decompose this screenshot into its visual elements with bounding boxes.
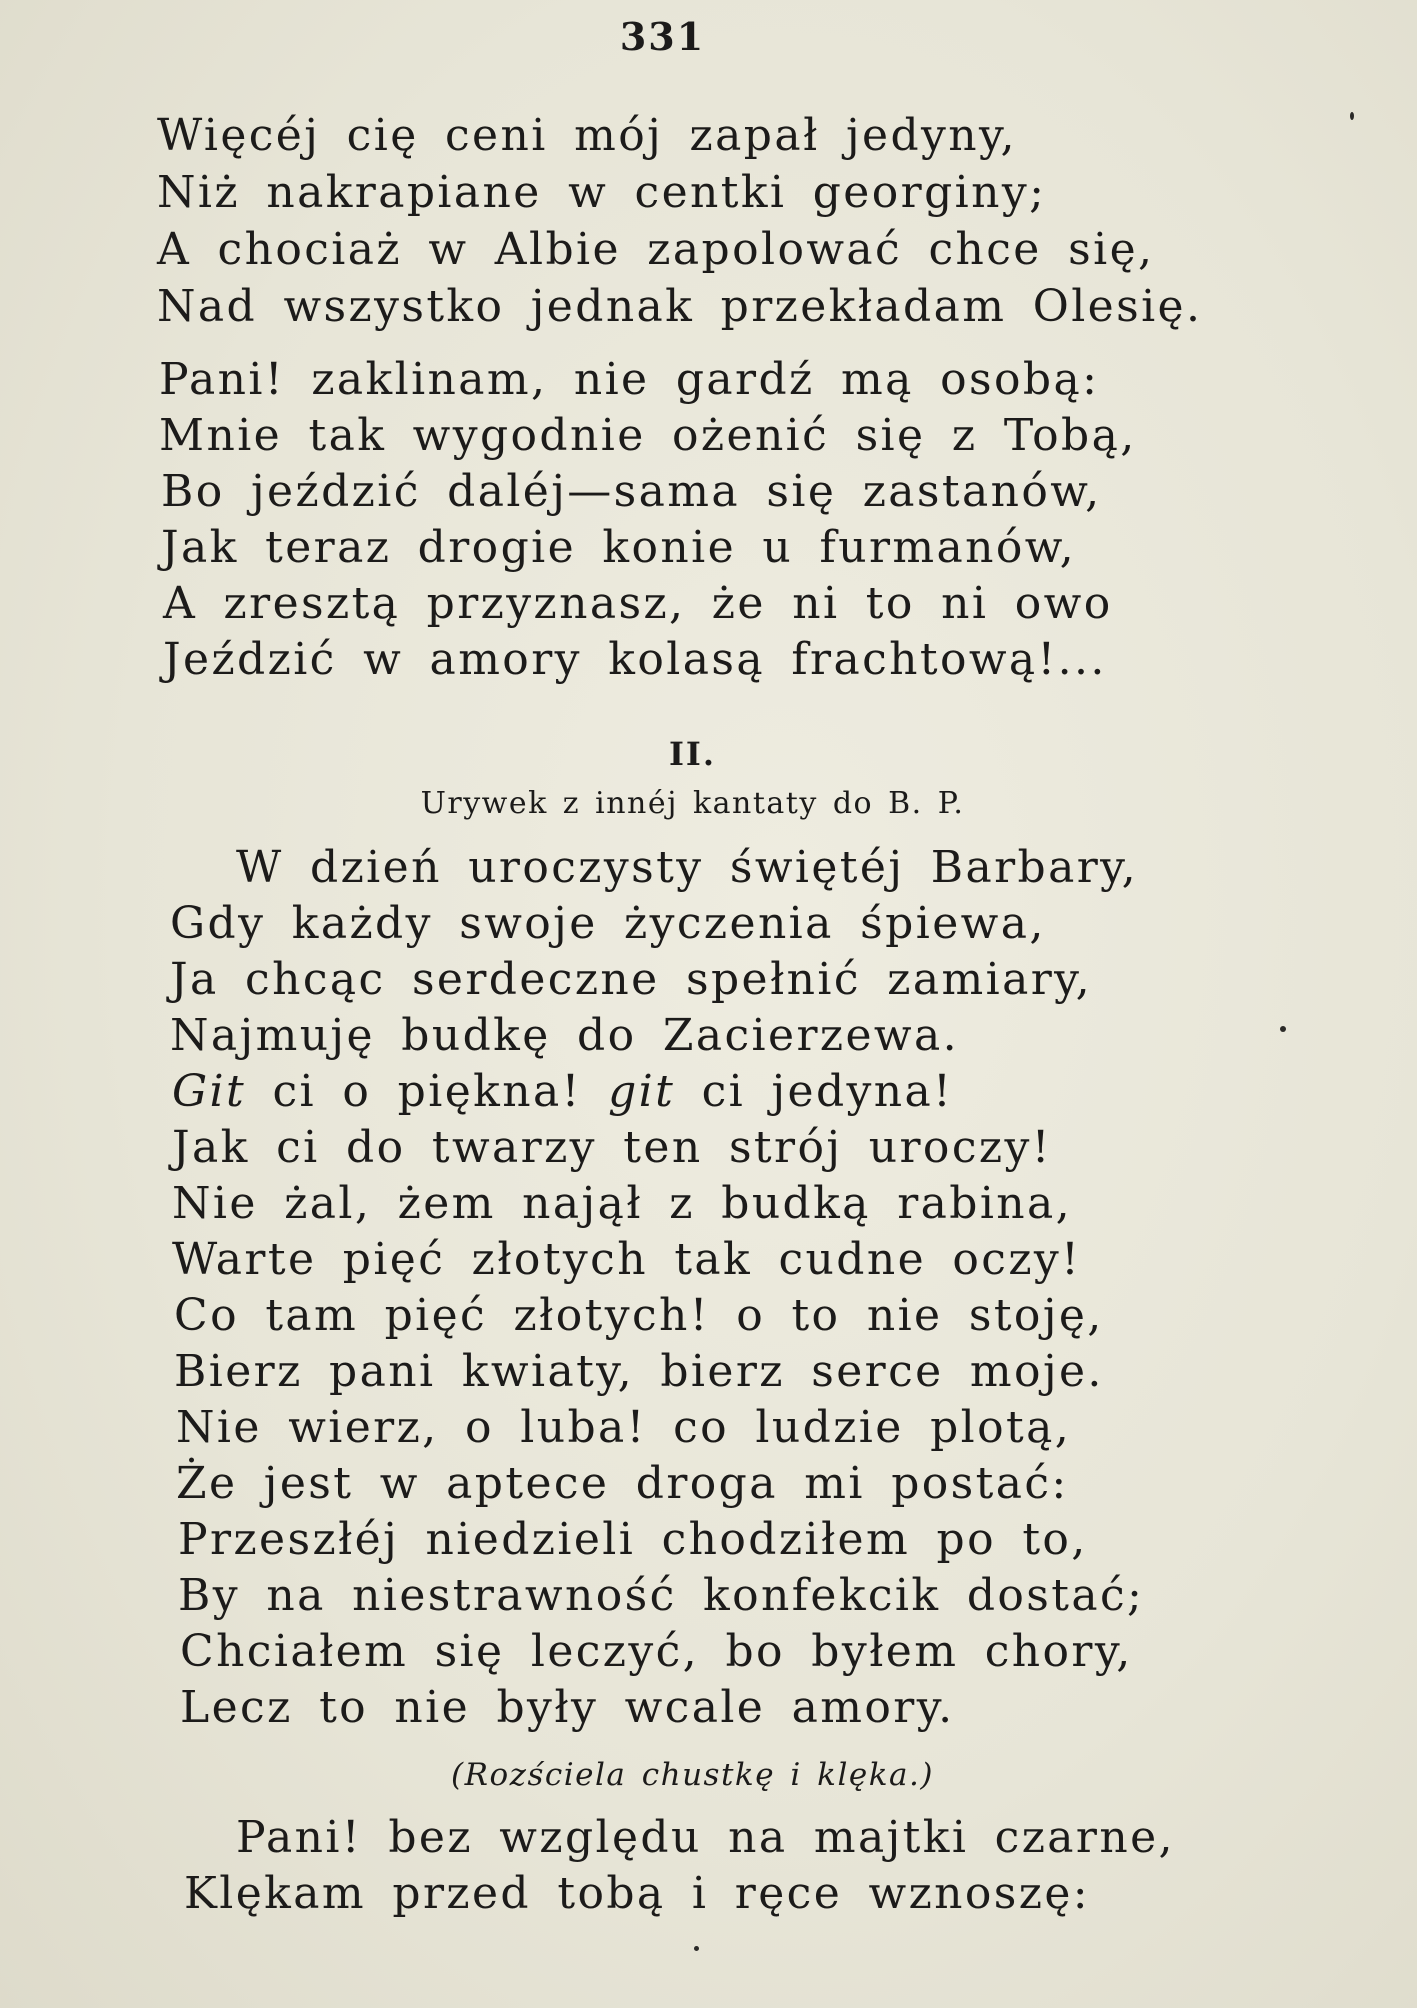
verse-line: Ja chcąc serdeczne spełnić zamiary, xyxy=(170,954,1092,1005)
section-subtitle: Urywek z innéj kantaty do B. P. xyxy=(420,786,965,821)
verse-line: Nie wierz, o luba! co ludzie plotą, xyxy=(176,1402,1072,1453)
verse-line: Chciałem się leczyć, bo byłem chory, xyxy=(180,1626,1133,1677)
verse-line: Niż nakrapiane w centki georginy; xyxy=(157,167,1047,218)
verse-line: Pani! zaklinam, nie gardź mą osobą: xyxy=(159,354,1100,405)
verse-line: Bierz pani kwiaty, bierz serce moje. xyxy=(174,1346,1104,1397)
section-heading: II. xyxy=(668,735,717,773)
paper-speck xyxy=(694,1946,699,1951)
verse-line: A chociaż w Albie zapolować chce się, xyxy=(157,224,1155,275)
italic-word: git xyxy=(608,1066,676,1117)
verse-line: Co tam pięć złotych! o to nie stoję, xyxy=(174,1290,1104,1341)
verse-line: Pani! bez względu na majtki czarne, xyxy=(236,1812,1175,1863)
verse-line: Warte pięć złotych tak cudne oczy! xyxy=(172,1234,1082,1285)
verse-line: Jeździć w amory kolasą frachtową!... xyxy=(163,634,1107,685)
stage-direction: (Rozściela chustkę i klęka.) xyxy=(451,1757,934,1793)
verse-line: Bo jeździć daléj—sama się zastanów, xyxy=(161,466,1102,517)
paper-speck xyxy=(1350,112,1354,120)
verse-fragment: ci o piękna! xyxy=(246,1066,609,1117)
verse-line: Gdy każdy swoje życzenia śpiewa, xyxy=(170,898,1046,949)
verse-line: Więcéj cię ceni mój zapał jedyny, xyxy=(157,110,1017,161)
verse-line: W dzień uroczysty świętéj Barbary, xyxy=(236,842,1138,893)
page-number: 331 xyxy=(619,14,706,59)
verse-line: Mnie tak wygodnie ożenić się z Tobą, xyxy=(159,410,1137,461)
paper-speck xyxy=(1280,1026,1286,1032)
verse-line-mixed xyxy=(172,1064,953,1120)
verse-line: Najmuję budkę do Zacierzewa. xyxy=(170,1010,959,1061)
verse-line: A zresztą przyznasz, że ni to ni owo xyxy=(163,578,1113,629)
verse-line: Przeszłéj niedzieli chodziłem po to, xyxy=(178,1514,1088,1565)
verse-line: Że jest w aptece droga mi postać: xyxy=(176,1458,1069,1509)
verse-line: Lecz to nie były wcale amory. xyxy=(180,1682,955,1733)
verse-line: Jak ci do twarzy ten strój uroczy! xyxy=(172,1122,1052,1173)
verse-line: By na niestrawność konfekcik dostać; xyxy=(178,1570,1145,1621)
verse-line: Nie żal, żem najął z budką rabina, xyxy=(172,1178,1073,1229)
italic-word: Git xyxy=(172,1066,247,1117)
verse-line: Klękam przed tobą i ręce wznoszę: xyxy=(184,1868,1091,1919)
verse-line: Jak teraz drogie konie u furmanów, xyxy=(161,522,1077,573)
verse-fragment: ci jedyna! xyxy=(675,1066,954,1117)
verse-line: Nad wszystko jednak przekładam Olesię. xyxy=(157,281,1203,332)
